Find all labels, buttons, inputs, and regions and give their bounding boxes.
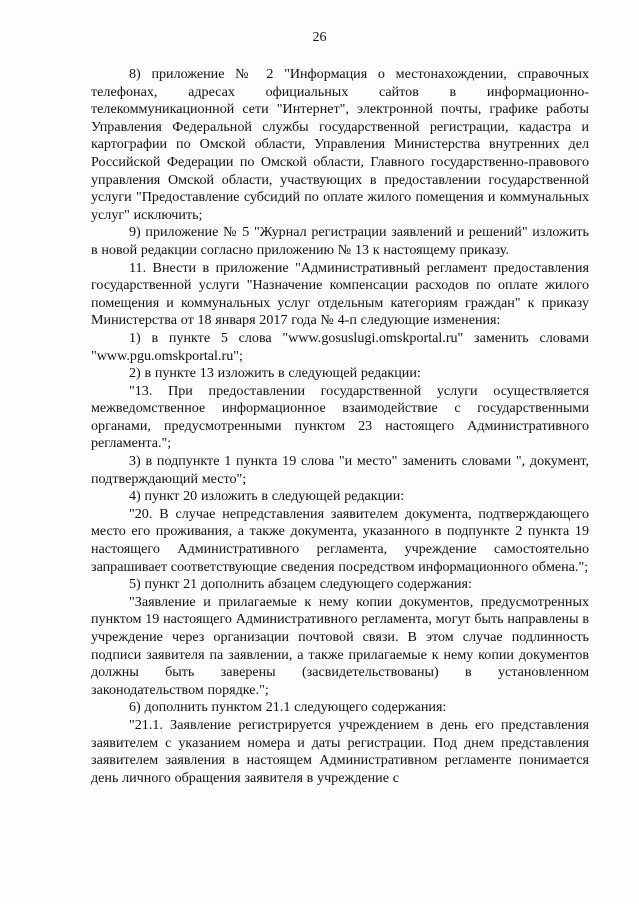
paragraph-amendment-3: 3) в подпункте 1 пункта 19 слова "и место" заменить словами ", документ, подтверждающий место"; <box>91 453 589 487</box>
paragraph-item-8: 8) приложение № 2 "Информация о местонахождении, справочных телефонах, адресах официальных сайтов в информационно-телекоммуникационной сети "Интернет", электронной почты, графике работы Управления Федеральной службы государственной регистрации, кадастра и картографии по Омской области, Управления Министерства внутренних дел Российской Федерации по Омской области, Главного государственно-правового управления Омской области, участвующих в предоставлении государственной услуги "Предоставление субсидий по оплате жилого помещения и коммунальных услуг" исключить; <box>91 66 589 223</box>
paragraph-amendment-5: 5) пункт 21 дополнить абзацем следующего содержания: <box>129 576 472 593</box>
paragraph-clause-13: "13. При предоставлении государственной услуги осуществляется межведомственное информационное взаимодействие с государственными органами, предусмотренными пунктом 23 настоящего Административного регламента."; <box>91 382 589 452</box>
paragraph-clause-20: "20. В случае непредставления заявителем документа, подтверждающего место его проживания, а также документа, указанного в подпункте 2 пункта 19 настоящего Административного регламента, учреждение самостоятельно запрашивает соответствующие сведения посредством информационного обмена."; <box>91 505 589 575</box>
paragraph-item-9: 9) приложение № 5 "Журнал регистрации заявлений и решений" изложить в новой редакции согласно приложению № 13 к настоящему приказу. <box>91 224 589 258</box>
document-body <box>91 66 589 787</box>
paragraph-amendment-1: 1) в пункте 5 слова "www.gosuslugi.omskportal.ru" заменить словами "www.pgu.omskportal.ru"; <box>91 329 589 364</box>
paragraph-amendment-4: 4) пункт 20 изложить в следующей редакции: <box>129 488 405 505</box>
paragraph-amendment-6: 6) дополнить пунктом 21.1 следующего содержания: <box>129 699 447 716</box>
paragraph-section-11: 11. Внести в приложение "Административный регламент предоставления государственной услуги "Назначение компенсации расходов по оплате жилого помещения и коммунальных услуг отдельным категориям граждан" к приказу Министерства от 18 января 2017 года № 4-п следующие изменения: <box>91 259 589 329</box>
paragraph-amendment-2: 2) в пункте 13 изложить в следующей редакции: <box>129 365 421 382</box>
paragraph-clause-21-1: "21.1. Заявление регистрируется учреждением в день его представления заявителем с указанием номера и даты регистрации. Под днем представления заявителем заявления в настоящем Административном регламенте понимается день личного обращения заявителя в учреждение с <box>91 716 589 786</box>
paragraph-clause-21-addition: "Заявление и прилагаемые к нему копии документов, предусмотренных пунктом 19 настоящего Административного регламента, могут быть направлены в учреждение через организации почтовой связи. В этом случае подлинность подписи заявителя па заявлении, а также прилагаемые к нему копии документов должны быть заверены (засвидетельствованы) в установленном законодательством порядке."; <box>91 593 589 698</box>
page-number: 26 <box>312 30 327 45</box>
